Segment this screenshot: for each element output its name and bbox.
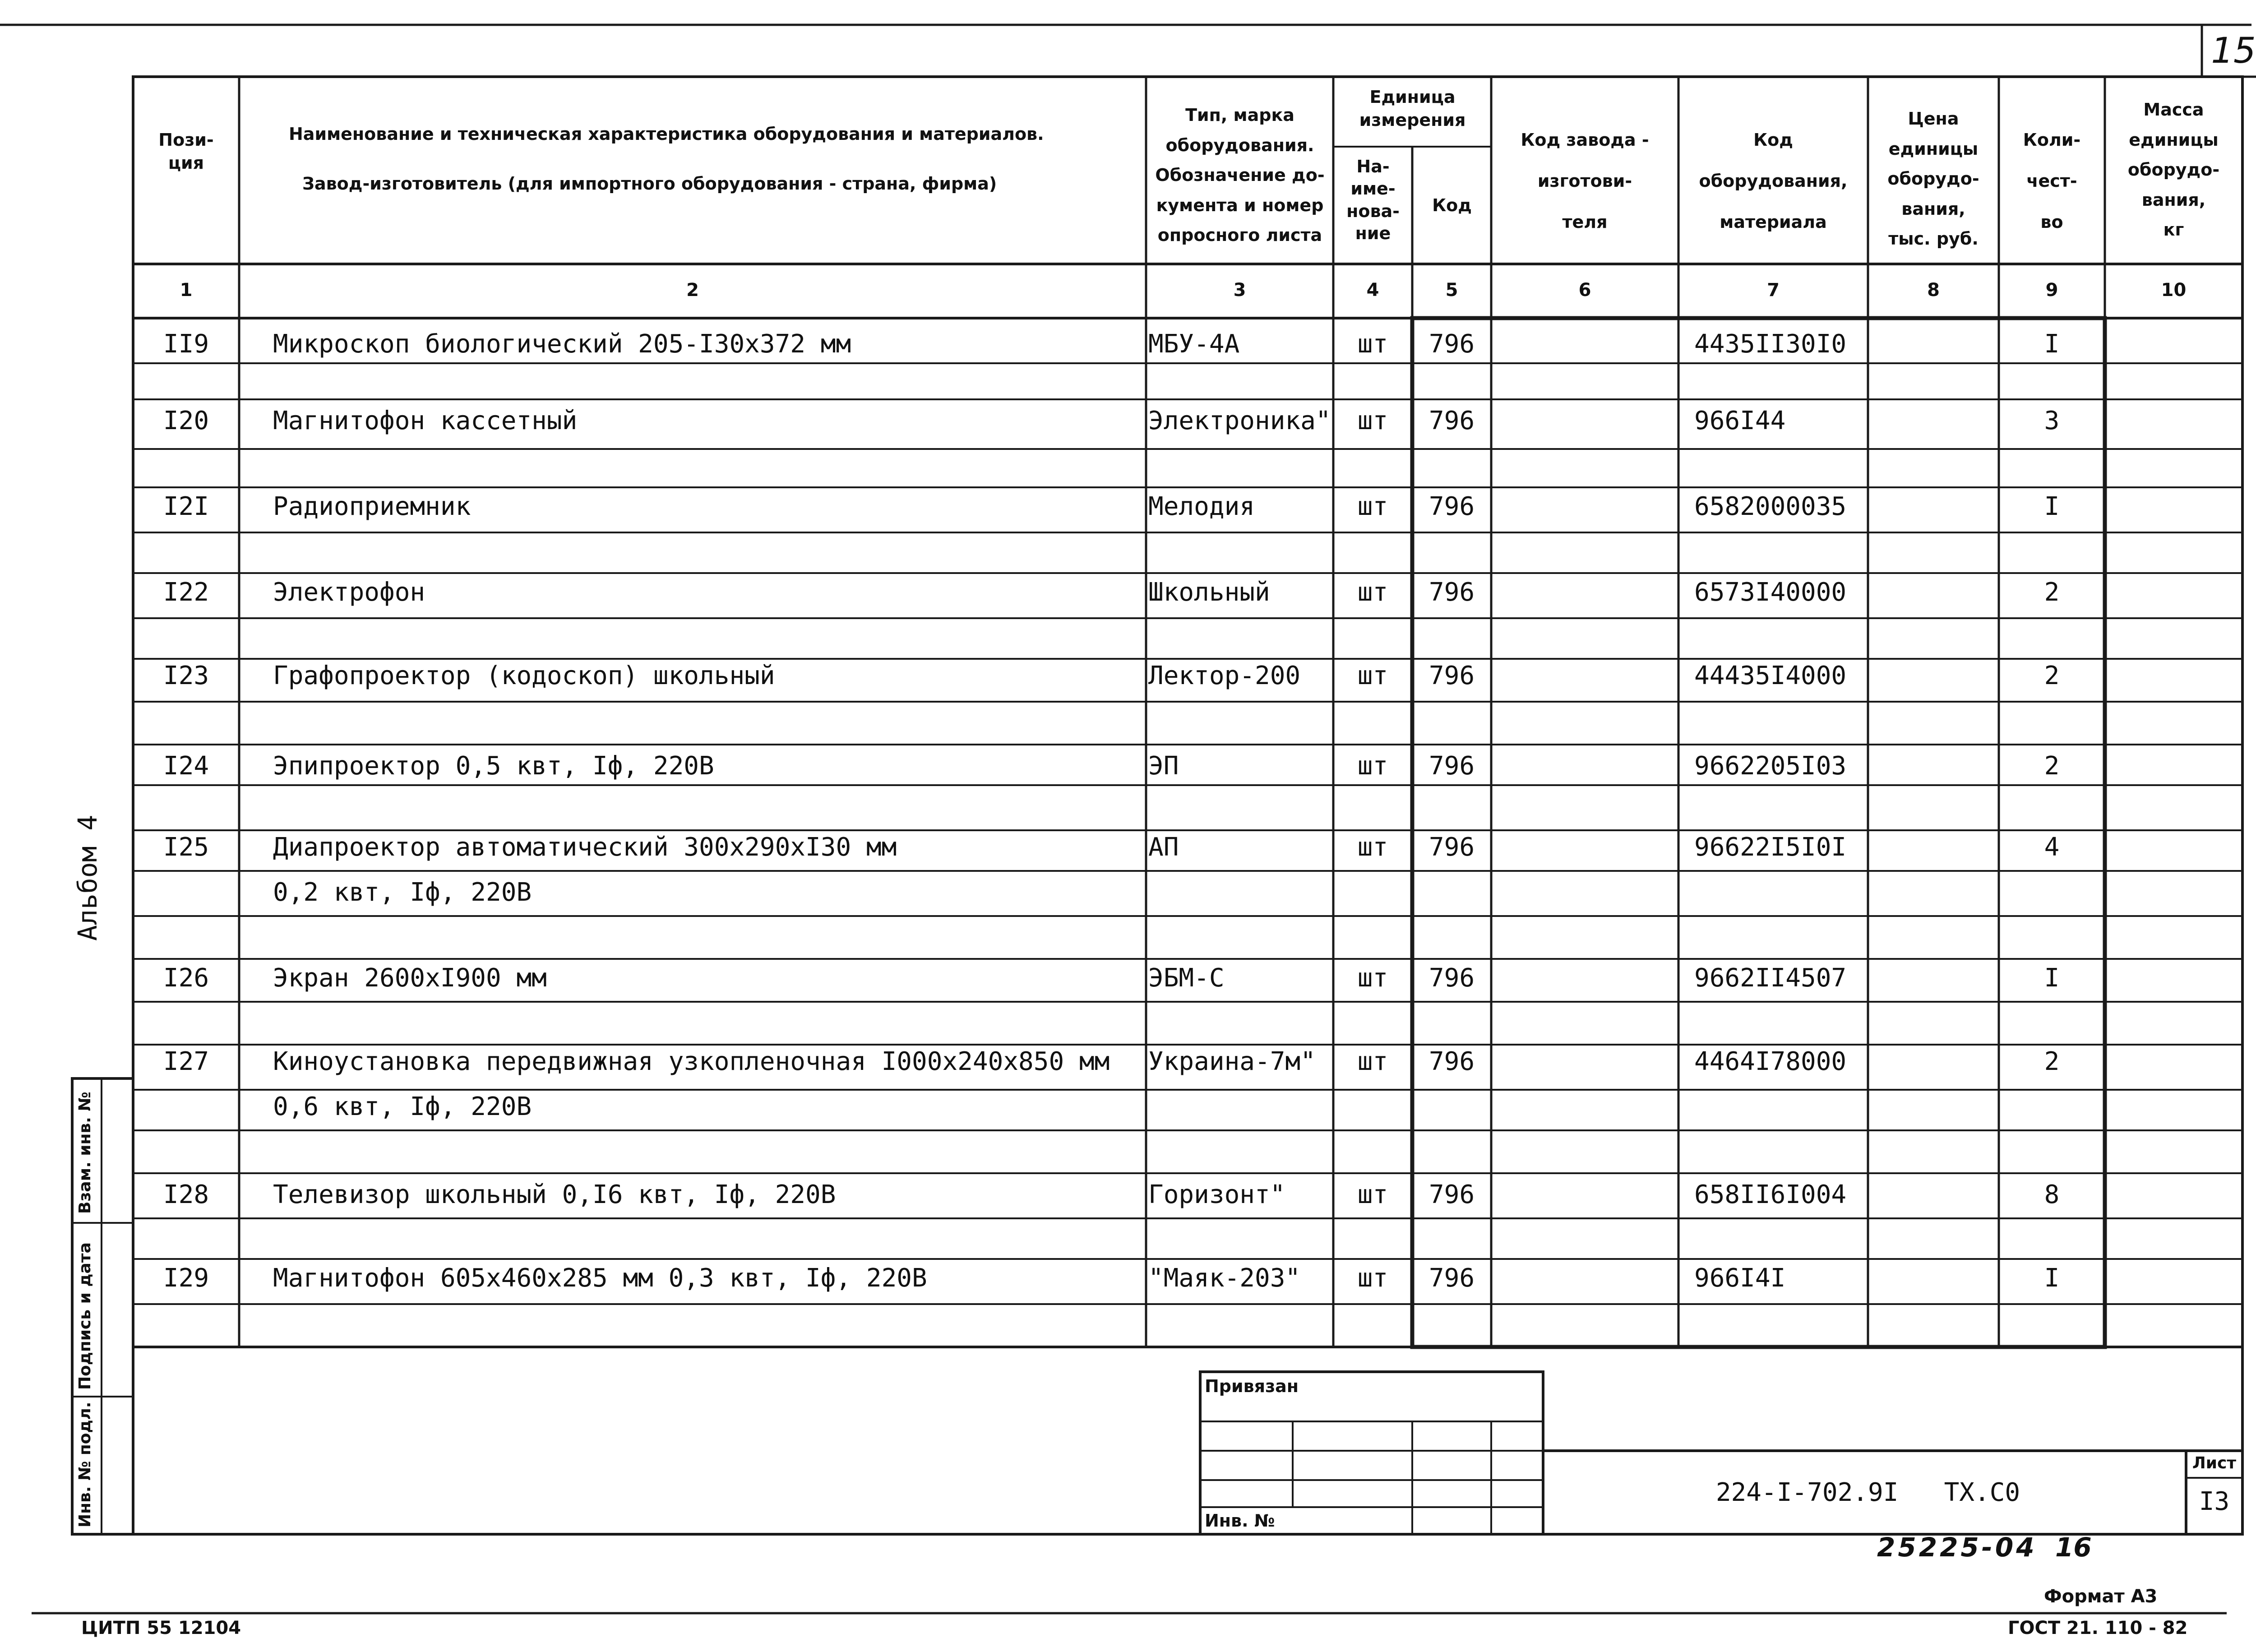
header-name-line1: Наименование и техническая характеристика оборудования и материалов. — [289, 124, 1044, 144]
row-qty: 3 — [2044, 406, 2060, 435]
row-code: 796 — [1428, 1180, 1475, 1209]
row-code: 796 — [1428, 329, 1475, 359]
stamp-inv-no: Инв. № — [1205, 1511, 1275, 1531]
row-qty: 2 — [2044, 1047, 2060, 1076]
header-name-line2: Завод-изготовитель (для импортного оборудования - страна, фирма) — [302, 174, 997, 194]
column-number: 6 — [1578, 280, 1591, 301]
row-name: Радиоприемник — [273, 492, 471, 521]
row-name: Телевизор школьный 0,I6 квт, Iф, 220В — [273, 1180, 836, 1209]
row-pos: II9 — [163, 329, 209, 359]
header-factory-code: Код завода - изготови- теля — [1521, 130, 1649, 232]
row-name-continuation: 0,2 квт, Iф, 220В — [273, 878, 532, 907]
row-code: 796 — [1428, 492, 1475, 521]
column-number: 2 — [686, 280, 699, 301]
header-unit-group: Единица измерения — [1359, 87, 1466, 130]
row-type: ЭБМ-С — [1148, 963, 1225, 993]
row-code: 796 — [1428, 1263, 1475, 1293]
row-equip-code: 658II6I004 — [1694, 1180, 1847, 1209]
row-qty: I — [2044, 963, 2060, 993]
row-pos: I26 — [163, 963, 209, 993]
row-unit: шт — [1357, 578, 1388, 607]
row-code: 796 — [1428, 963, 1475, 993]
row-code: 796 — [1428, 833, 1475, 862]
row-qty: 4 — [2044, 833, 2060, 862]
row-name: Диапроектор автоматический 300x290xI30 мм — [273, 833, 897, 862]
stamp-replacement-inv: Взам. инв. № — [76, 1092, 94, 1214]
column-number: 1 — [180, 280, 193, 301]
column-number: 10 — [2161, 280, 2187, 301]
row-equip-code: 9662II4507 — [1694, 963, 1847, 993]
row-equip-code: 966I4I — [1694, 1263, 1786, 1293]
row-code: 796 — [1428, 751, 1475, 781]
header-unit-code: Код — [1432, 195, 1472, 215]
album-label: Альбом 4 — [72, 814, 103, 941]
row-type: Электроника" — [1148, 406, 1331, 435]
row-unit: шт — [1357, 1180, 1388, 1209]
row-pos: I22 — [163, 578, 209, 607]
column-number: 3 — [1233, 280, 1246, 301]
column-number: 7 — [1767, 280, 1780, 301]
archive-code: 25225-04 — [1877, 1532, 2037, 1563]
row-qty: I — [2044, 329, 2060, 359]
row-pos: I29 — [163, 1263, 209, 1293]
row-type: МБУ-4А — [1148, 329, 1240, 359]
row-code: 796 — [1428, 406, 1475, 435]
header-type: Тип, марка оборудования. Обозначение до- кумента и номер опросного листа — [1155, 105, 1325, 245]
header-unit-name: На- име- нова- ние — [1346, 157, 1400, 244]
row-type: Школьный — [1148, 578, 1270, 607]
page-number: 15 — [2211, 31, 2256, 71]
row-equip-code: 4435II30I0 — [1694, 329, 1847, 359]
header-equipment-code: Код оборудования, материала — [1699, 130, 1848, 232]
row-name: Экран 2600xI900 мм — [273, 963, 547, 993]
column-number: 5 — [1445, 280, 1458, 301]
row-pos: I27 — [163, 1047, 209, 1076]
row-equip-code: 44435I4000 — [1694, 661, 1847, 690]
stamp-original-inv: Инв. № подл. — [76, 1402, 94, 1527]
column-number: 9 — [2045, 280, 2058, 301]
row-type: Мелодия — [1148, 492, 1255, 521]
row-qty: I — [2044, 1263, 2060, 1293]
header-position: Пози- ция — [158, 130, 214, 173]
row-name: Магнитофон 605x460x285 мм 0,3 квт, Iф, 220В — [273, 1263, 927, 1293]
row-code: 796 — [1428, 661, 1475, 690]
row-unit: шт — [1357, 661, 1388, 690]
row-qty: 2 — [2044, 661, 2060, 690]
row-equip-code: 966I44 — [1694, 406, 1786, 435]
row-unit: шт — [1357, 1047, 1388, 1076]
row-name: Микроскоп биологический 205-I30x372 мм — [273, 329, 851, 359]
row-equip-code: 4464I78000 — [1694, 1047, 1847, 1076]
stamp-privyazan: Привязан — [1205, 1376, 1299, 1396]
sheet-label: Лист — [2192, 1454, 2237, 1472]
row-equip-code: 6573I40000 — [1694, 578, 1847, 607]
row-pos: I23 — [163, 661, 209, 690]
header-quantity: Коли- чест- во — [2023, 130, 2081, 232]
header-price: Цена единицы оборудо- вания, тыс. руб. — [1887, 109, 1979, 249]
column-number: 4 — [1366, 280, 1379, 301]
row-unit: шт — [1357, 1263, 1388, 1293]
row-pos: I25 — [163, 833, 209, 862]
header-mass: Масса единицы оборудо- вания, кг — [2127, 100, 2220, 240]
row-type: Горизонт" — [1148, 1180, 1285, 1209]
row-pos: I24 — [163, 751, 209, 781]
footer-format: Формат А3 — [2044, 1586, 2158, 1607]
row-equip-code: 96622I5I0I — [1694, 833, 1847, 862]
row-type: АП — [1148, 833, 1179, 862]
row-unit: шт — [1357, 833, 1388, 862]
row-unit: шт — [1357, 751, 1388, 781]
row-qty: I — [2044, 492, 2060, 521]
row-pos: I28 — [163, 1180, 209, 1209]
row-unit: шт — [1357, 492, 1388, 521]
row-pos: I20 — [163, 406, 209, 435]
footer-gost: ГОСТ 21. 110 - 82 — [2008, 1618, 2188, 1638]
row-name: Киноустановка передвижная узкопленочная I000x240x850 мм — [273, 1047, 1110, 1076]
document-designation: 224-I-702.9I ТХ.С0 — [1715, 1478, 2020, 1507]
row-type: "Маяк-203" — [1148, 1263, 1301, 1293]
row-equip-code: 9662205I03 — [1694, 751, 1847, 781]
archive-page: 16 — [2055, 1532, 2092, 1563]
row-pos: I2I — [163, 492, 209, 521]
stamp-signature-date: Подпись и дата — [76, 1242, 94, 1390]
row-qty: 8 — [2044, 1180, 2060, 1209]
row-name-continuation: 0,6 квт, Iф, 220В — [273, 1092, 532, 1121]
row-qty: 2 — [2044, 578, 2060, 607]
row-type: Лектор-200 — [1148, 661, 1301, 690]
row-qty: 2 — [2044, 751, 2060, 781]
row-unit: шт — [1357, 406, 1388, 435]
sheet-number: I3 — [2199, 1487, 2230, 1516]
row-type: Украина-7м" — [1148, 1047, 1316, 1076]
row-name: Графопроектор (кодоскоп) школьный — [273, 661, 775, 690]
row-name: Магнитофон кассетный — [273, 406, 578, 435]
row-equip-code: 6582000035 — [1694, 492, 1847, 521]
row-code: 796 — [1428, 578, 1475, 607]
row-unit: шт — [1357, 329, 1388, 359]
row-name: Электрофон — [273, 578, 425, 607]
row-code: 796 — [1428, 1047, 1475, 1076]
column-number: 8 — [1927, 280, 1940, 301]
footer-organization: ЦИТП 55 12104 — [81, 1618, 241, 1638]
row-type: ЭП — [1148, 751, 1179, 781]
row-unit: шт — [1357, 963, 1388, 993]
row-name: Эпипроектор 0,5 квт, Iф, 220В — [273, 751, 714, 781]
